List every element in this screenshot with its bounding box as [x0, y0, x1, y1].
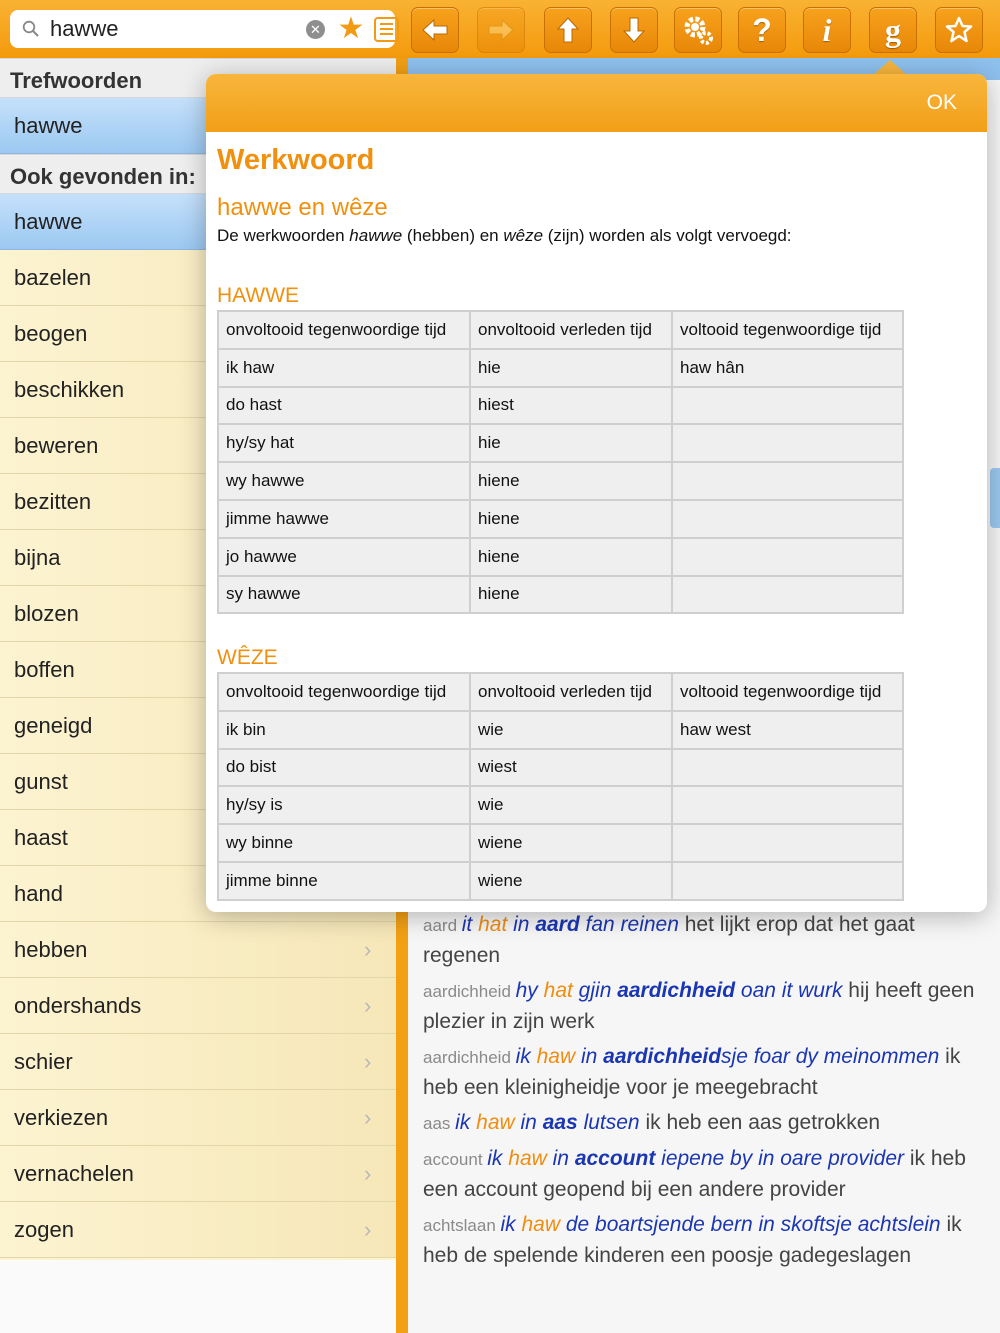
table-title-hawwe: HAWWE [217, 284, 300, 307]
description-part: De werkwoorden [217, 226, 350, 245]
table-cell [672, 387, 903, 425]
clear-search-icon[interactable]: ✕ [306, 20, 325, 39]
list-item-label: vernachelen [14, 1161, 134, 1186]
list-item-label: ondershands [14, 993, 142, 1018]
table-cell: jo hawwe [218, 538, 470, 576]
example-translation: ik heb een kleinigheidje voor je meegebracht [423, 1045, 961, 1099]
popover-description [217, 226, 792, 246]
table-cell: haw west [672, 711, 903, 749]
table-cell: wy binne [218, 824, 470, 862]
example-translation: ik heb een aas getrokken [639, 1111, 881, 1134]
list-item-label: geneigd [14, 713, 93, 738]
list-item-label: hawwe [14, 209, 83, 234]
table-row [218, 462, 903, 500]
example-frisian: haw [536, 1045, 576, 1068]
list-item-label: verkiezen [14, 1105, 109, 1130]
table-row [218, 749, 903, 787]
chevron-right-icon: › [364, 1105, 372, 1130]
example-headword: aardichheid [423, 982, 516, 1001]
favorites-button[interactable] [935, 7, 983, 53]
popover-body [206, 132, 987, 912]
table-title-weze: WÊZE [217, 646, 278, 669]
example-frisian: aardichheid [603, 1045, 722, 1068]
info-icon: i [822, 12, 832, 48]
example-frisian: gjin [572, 979, 618, 1002]
arrow-down-icon [619, 15, 649, 45]
example-frisian: ik [455, 1111, 477, 1134]
table-cell [672, 424, 903, 462]
table-row [218, 786, 903, 824]
list-item-label: beschikken [14, 377, 125, 402]
list-icon[interactable] [374, 17, 399, 42]
table-cell: jimme hawwe [218, 500, 470, 538]
list-item[interactable] [0, 922, 396, 978]
table-cell: voltooid tegenwoordige tijd [672, 673, 903, 711]
table-cell: do bist [218, 749, 470, 787]
table-cell: hiene [470, 576, 672, 614]
list-item-label: gunst [14, 769, 68, 794]
list-item[interactable] [0, 978, 396, 1034]
list-item-label: hebben [14, 937, 88, 962]
example-frisian: in [575, 1045, 604, 1068]
table-cell [672, 786, 903, 824]
table-cell [672, 824, 903, 862]
add-favorite-star-icon[interactable]: ★ [337, 12, 365, 45]
headwords-header: Trefwoorden [0, 58, 396, 98]
example-entry[interactable] [423, 1144, 983, 1205]
table-row [218, 711, 903, 749]
table-cell: onvoltooid tegenwoordige tijd [218, 673, 470, 711]
table-cell [672, 538, 903, 576]
example-frisian: in [514, 1111, 543, 1134]
table-cell [672, 862, 903, 900]
table-cell: haw hân [672, 349, 903, 387]
table-cell: wy hawwe [218, 462, 470, 500]
conjugation-table-weze [217, 672, 904, 901]
description-part: (zijn) worden als volgt vervoegd: [543, 226, 792, 245]
list-item-label: bijna [14, 545, 61, 570]
table-cell: hie [470, 424, 672, 462]
table-row [218, 424, 903, 462]
example-entry[interactable] [423, 1210, 983, 1271]
example-frisian: account [574, 1147, 656, 1170]
table-row [218, 387, 903, 425]
example-frisian: fan reinen [579, 913, 679, 936]
list-item[interactable] [0, 1090, 396, 1146]
example-frisian: iepene by in oare provider [655, 1147, 904, 1170]
example-frisian: lutsen [577, 1111, 640, 1134]
table-header-row [218, 673, 903, 711]
grammar-icon: g [885, 12, 901, 48]
table-cell: sy hawwe [218, 576, 470, 614]
list-item-label: bezitten [14, 489, 92, 514]
table-cell: hiest [470, 387, 672, 425]
list-item-label: beweren [14, 433, 99, 458]
grammar-button[interactable] [869, 7, 917, 53]
info-button[interactable] [803, 7, 851, 53]
settings-button[interactable] [674, 7, 722, 53]
example-entry[interactable] [423, 976, 983, 1037]
example-translation: ik heb een account geopend bij een andere provider [423, 1147, 966, 1201]
chevron-right-icon: › [364, 993, 372, 1018]
grammar-popover [206, 74, 987, 912]
example-headword: aard [423, 916, 462, 935]
table-cell: onvoltooid verleden tijd [470, 311, 672, 349]
scrollbar-thumb[interactable] [990, 468, 1000, 528]
gear-icon [682, 14, 714, 46]
table-cell: hiene [470, 462, 672, 500]
table-cell: wiest [470, 749, 672, 787]
also-found-header: Ook gevonden in: [0, 154, 396, 194]
table-cell: ik haw [218, 349, 470, 387]
example-translation: het lijkt erop dat het gaat regenen [423, 913, 915, 967]
down-button[interactable] [610, 7, 658, 53]
table-cell: ik bin [218, 711, 470, 749]
example-frisian: aard [535, 913, 580, 936]
example-entry[interactable] [423, 910, 983, 971]
example-results [423, 910, 983, 1276]
table-cell: jimme binne [218, 862, 470, 900]
example-translation: ik heb de spelende kinderen een poosje gadegeslagen [423, 1213, 962, 1267]
example-frisian: hy [515, 979, 544, 1002]
example-frisian: in [507, 913, 536, 936]
table-row [218, 538, 903, 576]
list-item-label: blozen [14, 601, 79, 626]
chevron-right-icon: › [364, 1049, 372, 1074]
table-row [218, 862, 903, 900]
table-cell: onvoltooid verleden tijd [470, 673, 672, 711]
example-frisian: it [461, 913, 479, 936]
table-cell: wie [470, 786, 672, 824]
arrow-left-icon [420, 15, 450, 45]
example-frisian: haw [476, 1111, 515, 1134]
example-headword: achtslaan [423, 1216, 501, 1235]
popover-header [206, 74, 987, 132]
star-icon [944, 15, 974, 45]
example-entry[interactable] [423, 1042, 983, 1103]
arrow-right-icon [486, 15, 516, 45]
help-button[interactable] [738, 7, 786, 53]
table-row [218, 576, 903, 614]
top-toolbar [0, 0, 1000, 58]
table-cell [672, 576, 903, 614]
popover-subtitle: hawwe en wêze [217, 194, 388, 221]
conjugation-table-hawwe [217, 310, 904, 614]
description-part: wêze [503, 226, 544, 245]
table-header-row [218, 311, 903, 349]
example-frisian: oan it wurk [735, 979, 843, 1002]
list-item[interactable] [0, 1034, 396, 1090]
sidebar-empty-area [0, 1260, 396, 1333]
table-cell: hie [470, 349, 672, 387]
headword-label: hawwe [14, 113, 83, 138]
example-frisian: in [546, 1147, 575, 1170]
example-translation: hij heeft geen plezier in zijn werk [423, 979, 975, 1033]
table-cell [672, 749, 903, 787]
list-item-label: schier [14, 1049, 73, 1074]
chevron-right-icon: › [364, 1161, 372, 1186]
question-icon: ? [752, 12, 772, 48]
chevron-right-icon: › [364, 937, 372, 962]
table-row [218, 500, 903, 538]
list-item-label: zogen [14, 1217, 74, 1242]
list-item-label: haast [14, 825, 68, 850]
example-frisian: ik [487, 1147, 509, 1170]
example-frisian: ik [500, 1213, 522, 1236]
ok-button[interactable]: OK [926, 91, 957, 114]
list-item-label: boffen [14, 657, 75, 682]
list-item-label: beogen [14, 321, 88, 346]
example-frisian: aas [542, 1111, 578, 1134]
chevron-right-icon: › [364, 1217, 372, 1242]
table-cell: hy/sy is [218, 786, 470, 824]
example-frisian: haw [508, 1147, 547, 1170]
popover-title: Werkwoord [217, 144, 375, 176]
description-part: hawwe [349, 226, 403, 245]
search-icon [22, 20, 39, 37]
table-cell: hiene [470, 538, 672, 576]
list-item[interactable] [0, 1202, 396, 1258]
example-headword: account [423, 1150, 488, 1169]
up-button[interactable] [544, 7, 592, 53]
example-frisian: sje foar dy meinommen [721, 1045, 940, 1068]
example-entry[interactable] [423, 1108, 983, 1139]
list-item-label: bazelen [14, 265, 92, 290]
table-cell: do hast [218, 387, 470, 425]
example-frisian: aardichheid [617, 979, 736, 1002]
arrow-up-icon [553, 15, 583, 45]
table-cell: wiene [470, 862, 672, 900]
back-button[interactable] [411, 7, 459, 53]
example-headword: aas [423, 1114, 456, 1133]
table-cell: hiene [470, 500, 672, 538]
table-row [218, 349, 903, 387]
table-cell: hy/sy hat [218, 424, 470, 462]
example-frisian: hat [478, 913, 508, 936]
table-row [218, 824, 903, 862]
table-cell: wiene [470, 824, 672, 862]
table-cell: wie [470, 711, 672, 749]
table-cell [672, 462, 903, 500]
forward-button[interactable] [477, 7, 525, 53]
list-item-label: hand [14, 881, 63, 906]
description-part: (hebben) en [402, 226, 504, 245]
example-frisian: hat [543, 979, 573, 1002]
search-box[interactable] [10, 10, 395, 48]
example-frisian: de boartsjende bern in skoftsje achtslein [560, 1213, 941, 1236]
list-item[interactable] [0, 1146, 396, 1202]
example-frisian: haw [521, 1213, 561, 1236]
search-input[interactable] [50, 14, 300, 44]
example-frisian: ik [515, 1045, 537, 1068]
table-cell: onvoltooid tegenwoordige tijd [218, 311, 470, 349]
table-cell [672, 500, 903, 538]
table-cell: voltooid tegenwoordige tijd [672, 311, 903, 349]
example-headword: aardichheid [423, 1048, 516, 1067]
